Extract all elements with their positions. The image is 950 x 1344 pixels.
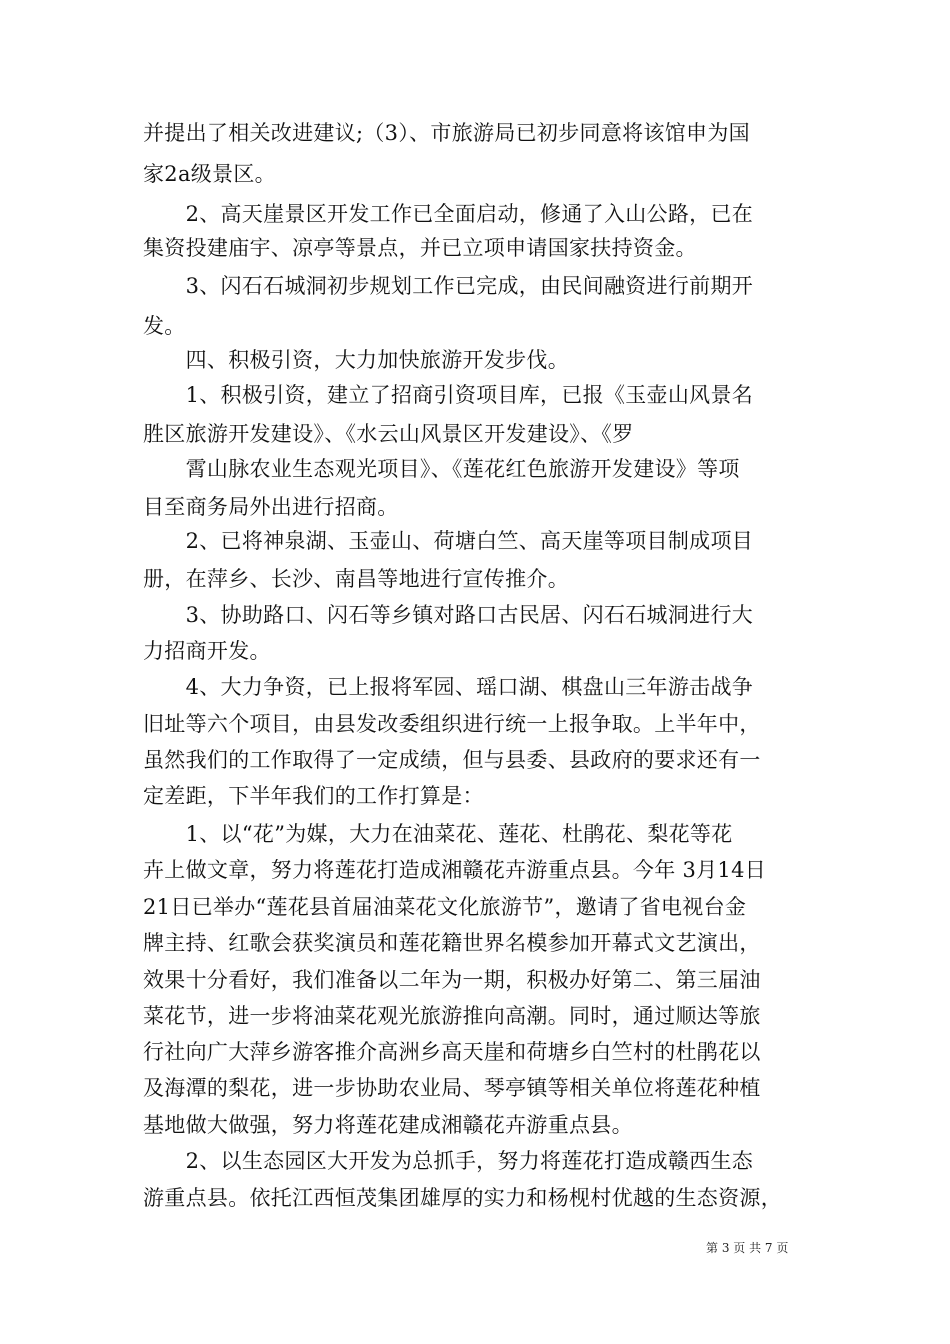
text-line: 21日已举办“莲花县首届油菜花文化旅游节”，邀请了省电视台金 <box>143 895 747 919</box>
text-line: 2、高天崖景区开发工作已全面启动，修通了入山公路，已在 <box>143 202 754 226</box>
text-line: 目至商务局外出进行招商。 <box>143 495 399 519</box>
text-line: 行社向广大萍乡游客推介高洲乡高天崖和荷塘乡白竺村的杜鹃花以 <box>143 1040 761 1064</box>
text-line: 3、协助路口、闪石等乡镇对路口古民居、闪石石城洞进行大 <box>143 603 754 627</box>
text-line: 霄山脉农业生态观光项目》、《莲花红色旅游开发建设》等项 <box>143 457 740 481</box>
text-line: 集资投建庙宇、凉亭等景点，并已立项申请国家扶持资金。 <box>143 236 697 260</box>
text-line: 虽然我们的工作取得了一定成绩，但与县委、县政府的要求还有一 <box>143 748 761 772</box>
text-line: 胜区旅游开发建设》、《水云山风景区开发建设》、《罗 <box>143 422 634 446</box>
text-line: 卉上做文章，努力将莲花打造成湘赣花卉游重点县。今年 3月14日 <box>143 858 767 882</box>
text-line: 及海潭的梨花，进一步协助农业局、琴亭镇等相关单位将莲花种植 <box>143 1076 761 1100</box>
text-line: 定差距，下半年我们的工作打算是： <box>143 784 484 808</box>
text-line: 1、以“花”为媒，大力在油菜花、莲花、杜鹃花、梨花等花 <box>143 822 733 846</box>
text-line: 菜花节，进一步将油菜花观光旅游推向高潮。同时，通过顺达等旅 <box>143 1004 761 1028</box>
text-line: 家2a级景区。 <box>143 162 276 186</box>
text-line: 游重点县。依托江西恒茂集团雄厚的实力和杨枧村优越的生态资源， <box>143 1186 782 1210</box>
text-line: 四、积极引资，大力加快旅游开发步伐。 <box>143 348 569 372</box>
text-line: 牌主持、红歌会获奖演员和莲花籍世界名模参加开幕式文艺演出， <box>143 931 761 955</box>
page-number: 第 3 页 共 7 页 <box>706 1241 789 1255</box>
text-line: 并提出了相关改进建议;（3）、市旅游局已初步同意将该馆申为国 <box>143 121 750 145</box>
text-line: 1、积极引资，建立了招商引资项目库，已报《玉壶山风景名 <box>143 383 754 407</box>
text-line: 2、已将神泉湖、玉壶山、荷塘白竺、高天崖等项目制成项目 <box>143 529 754 553</box>
text-line: 基地做大做强，努力将莲花建成湘赣花卉游重点县。 <box>143 1113 633 1137</box>
text-line: 效果十分看好，我们准备以二年为一期，积极办好第二、第三届油 <box>143 968 761 992</box>
text-line: 发。 <box>143 314 186 338</box>
text-line: 2、以生态园区大开发为总抓手，努力将莲花打造成赣西生态 <box>143 1149 754 1173</box>
text-line: 旧址等六个项目，由县发改委组织进行统一上报争取。上半年中， <box>143 712 761 736</box>
text-line: 4、大力争资，已上报将军园、瑶口湖、棋盘山三年游击战争 <box>143 675 754 699</box>
text-line: 3、闪石石城洞初步规划工作已完成，由民间融资进行前期开 <box>143 274 754 298</box>
text-line: 力招商开发。 <box>143 639 271 663</box>
text-line: 册，在萍乡、长沙、南昌等地进行宣传推介。 <box>143 567 569 591</box>
